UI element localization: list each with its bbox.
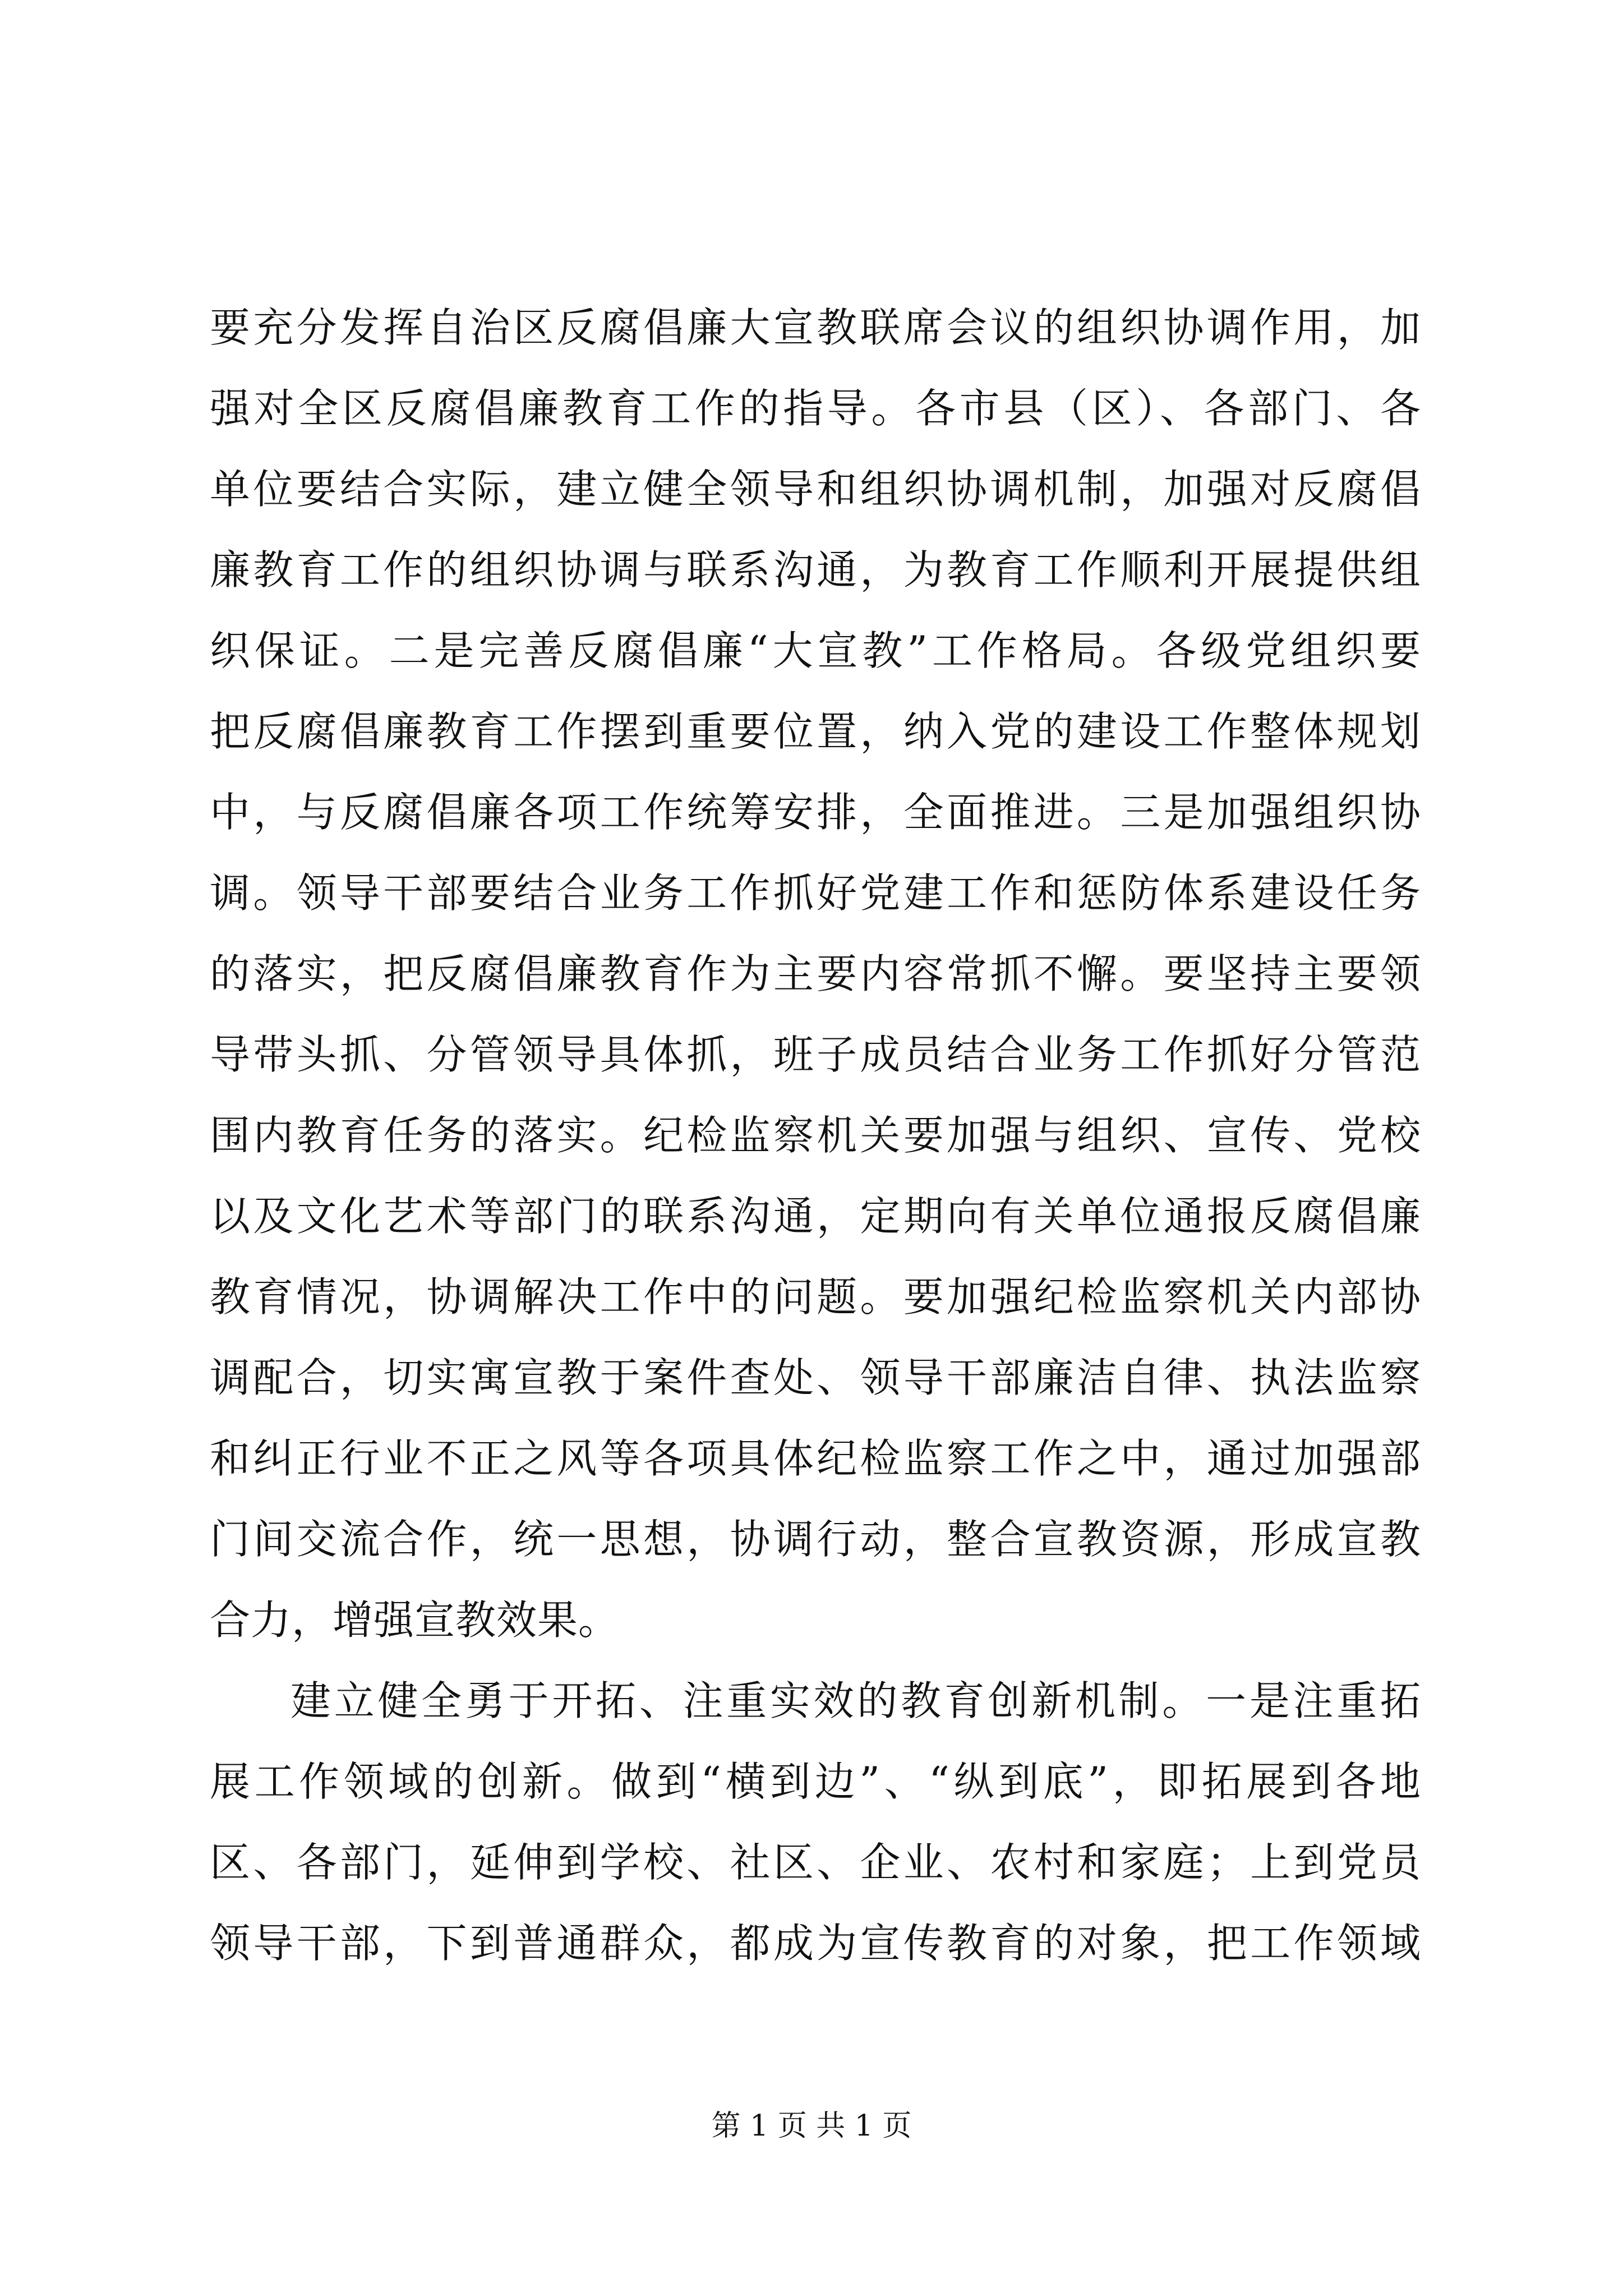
text-line: 中，与反腐倡廉各项工作统筹安排，全面推进。三是加强组织协 (210, 789, 1421, 836)
text-line: 单位要结合实际，建立健全领导和组织协调机制，加强对反腐倡 (210, 466, 1421, 513)
text-line: 围内教育任务的落实。纪检监察机关要加强与组织、宣传、党校 (210, 1112, 1421, 1159)
text-line: 区、各部门，延伸到学校、社区、企业、农村和家庭；上到党员 (210, 1839, 1421, 1886)
text-line: 调配合，切实寓宣教于案件查处、领导干部廉洁自律、执法监察 (210, 1354, 1421, 1401)
text-line: 织保证。二是完善反腐倡廉“大宣教”工作格局。各级党组织要 (210, 627, 1421, 674)
text-line: 导带头抓、分管领导具体抓，班子成员结合业务工作抓好分管范 (210, 1031, 1421, 1078)
body-text (210, 287, 1421, 1984)
text-line: 建立健全勇于开拓、注重实效的教育创新机制。一是注重拓 (291, 1677, 1421, 1724)
text-line: 强对全区反腐倡廉教育工作的指导。各市县（区）、各部门、各 (210, 385, 1421, 432)
text-line: 调。领导干部要结合业务工作抓好党建工作和惩防体系建设任务 (210, 869, 1421, 917)
page-number: 第 1 页 共 1 页 (711, 2109, 912, 2143)
text-line: 门间交流合作，统一思想，协调行动，整合宣教资源，形成宣教 (210, 1516, 1421, 1563)
text-line: 的落实，把反腐倡廉教育作为主要内容常抓不懈。要坚持主要领 (210, 950, 1421, 997)
text-line: 合力，增强宣教效果。 (210, 1596, 620, 1644)
text-line: 廉教育工作的组织协调与联系沟通，为教育工作顺利开展提供组 (210, 546, 1421, 593)
text-line: 把反腐倡廉教育工作摆到重要位置，纳入党的建设工作整体规划 (210, 708, 1421, 755)
text-line: 教育情况，协调解决工作中的问题。要加强纪检监察机关内部协 (210, 1273, 1421, 1320)
text-line: 以及文化艺术等部门的联系沟通，定期向有关单位通报反腐倡廉 (210, 1193, 1421, 1240)
text-line: 要充分发挥自治区反腐倡廉大宣教联席会议的组织协调作用，加 (210, 304, 1421, 351)
text-line: 领导干部，下到普通群众，都成为宣传教育的对象，把工作领域 (210, 1920, 1421, 1967)
text-line: 展工作领域的创新。做到“横到边”、“纵到底”，即拓展到各地 (210, 1758, 1421, 1805)
page-footer (0, 2106, 1623, 2146)
text-line: 和纠正行业不正之风等各项具体纪检监察工作之中，通过加强部 (210, 1435, 1421, 1482)
